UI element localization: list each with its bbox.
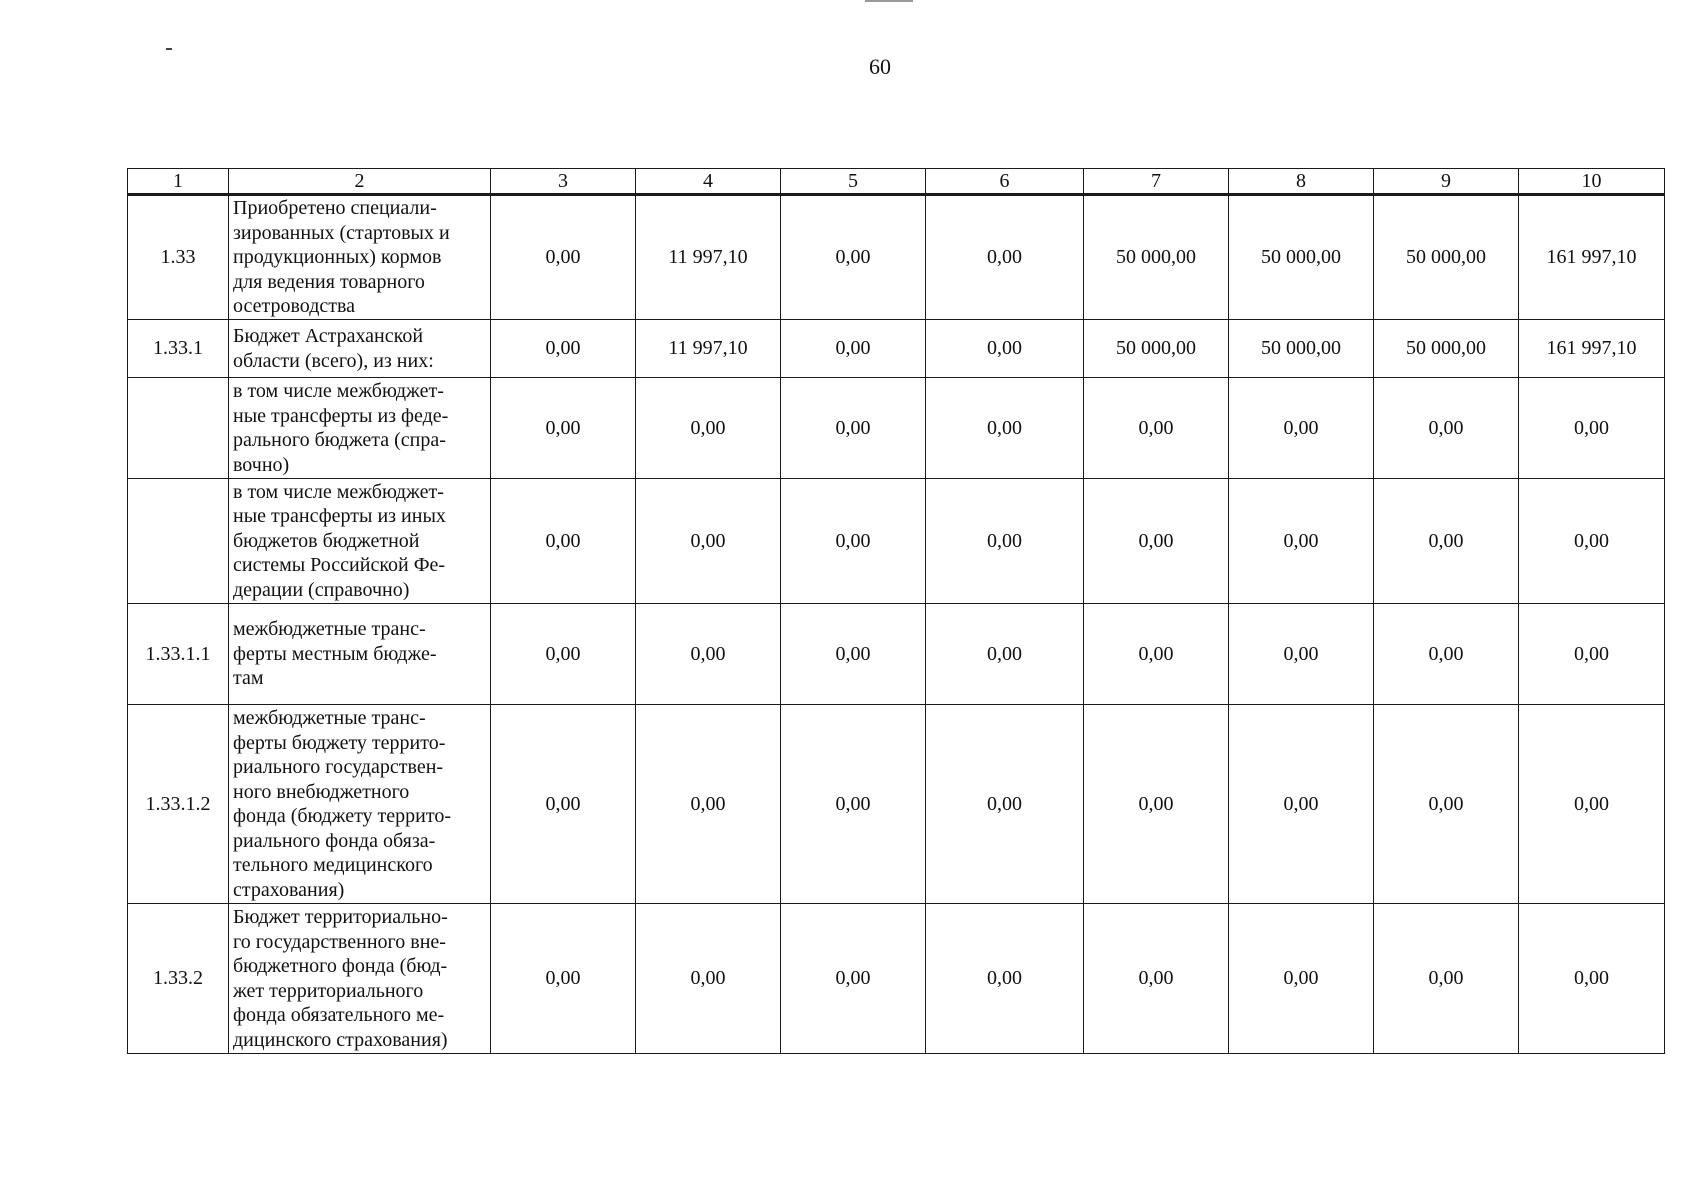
value-col-9: 0,00 xyxy=(1374,479,1519,604)
value-col-8: 0,00 xyxy=(1229,904,1374,1054)
value-col-6: 0,00 xyxy=(926,479,1084,604)
row-description xyxy=(229,705,491,904)
row-description xyxy=(229,195,491,320)
column-header-6: 6 xyxy=(926,169,1084,195)
value-col-3: 0,00 xyxy=(491,479,636,604)
table-row xyxy=(128,904,1665,1054)
description-line: бюджетного фонда (бюд- xyxy=(233,955,448,977)
description-line: вочно) xyxy=(233,453,290,476)
page-number: 60 xyxy=(869,54,891,79)
value-col-4: 0,00 xyxy=(636,479,781,604)
description-line: межбюджетные транс- xyxy=(233,618,426,641)
description-line: риального государствен- xyxy=(233,756,444,778)
description-line: страхования) xyxy=(233,878,345,901)
table-row xyxy=(128,378,1665,479)
value-col-10: 161 997,10 xyxy=(1519,195,1665,320)
description-line: жет территориального xyxy=(233,979,424,1002)
value-col-8: 0,00 xyxy=(1229,378,1374,479)
description-line: области (всего), из них: xyxy=(233,349,434,372)
description-line: рального бюджета (спра- xyxy=(233,429,446,451)
value-col-10: 161 997,10 xyxy=(1519,320,1665,378)
table-row xyxy=(128,195,1665,320)
description-line: межбюджетные транс- xyxy=(233,707,426,729)
value-col-9: 0,00 xyxy=(1374,904,1519,1054)
value-col-3: 0,00 xyxy=(491,320,636,378)
description-line: го государственного вне- xyxy=(233,930,446,953)
description-line: для ведения товарного xyxy=(233,270,425,293)
value-col-7: 0,00 xyxy=(1084,904,1229,1054)
column-header-10: 10 xyxy=(1519,169,1665,195)
value-col-10: 0,00 xyxy=(1519,378,1665,479)
description-line: осетроводства xyxy=(233,295,356,318)
value-col-5: 0,00 xyxy=(781,904,926,1054)
value-col-6: 0,00 xyxy=(926,904,1084,1054)
value-col-10: 0,00 xyxy=(1519,479,1665,604)
description-line: в том числе межбюджет- xyxy=(233,480,444,503)
value-col-3: 0,00 xyxy=(491,378,636,479)
value-col-5: 0,00 xyxy=(781,320,926,378)
value-col-8: 0,00 xyxy=(1229,604,1374,705)
column-header-3: 3 xyxy=(491,169,636,195)
value-col-5: 0,00 xyxy=(781,604,926,705)
table-row xyxy=(128,320,1665,378)
description-line: Бюджет территориально- xyxy=(233,906,448,928)
description-line: зированных (стартовых и xyxy=(233,221,450,244)
description-line: там xyxy=(233,667,264,690)
value-col-8: 0,00 xyxy=(1229,705,1374,904)
value-col-8: 0,00 xyxy=(1229,479,1374,604)
value-col-7: 0,00 xyxy=(1084,705,1229,904)
value-col-6: 0,00 xyxy=(926,320,1084,378)
column-header-1: 1 xyxy=(128,169,229,195)
description-line: Бюджет Астраханской xyxy=(233,325,424,347)
row-code xyxy=(128,378,229,479)
description-line: ные трансферты из феде- xyxy=(233,404,449,427)
description-line: бюджетов бюджетной xyxy=(233,529,420,552)
value-col-3: 0,00 xyxy=(491,705,636,904)
row-description xyxy=(229,479,491,604)
row-description xyxy=(229,378,491,479)
value-col-3: 0,00 xyxy=(491,904,636,1054)
value-col-8: 50 000,00 xyxy=(1229,195,1374,320)
value-col-3: 0,00 xyxy=(491,604,636,705)
scan-speck xyxy=(166,48,172,50)
scan-speck xyxy=(865,0,913,2)
budget-table xyxy=(127,168,1665,1054)
value-col-4: 0,00 xyxy=(636,705,781,904)
value-col-9: 0,00 xyxy=(1374,378,1519,479)
value-col-9: 0,00 xyxy=(1374,604,1519,705)
value-col-6: 0,00 xyxy=(926,604,1084,705)
row-code: 1.33.1.1 xyxy=(128,604,229,705)
value-col-4: 11 997,10 xyxy=(636,320,781,378)
column-header-4: 4 xyxy=(636,169,781,195)
row-code: 1.33.1.2 xyxy=(128,705,229,904)
description-line: фонда обязательного ме- xyxy=(233,1004,445,1026)
value-col-7: 0,00 xyxy=(1084,378,1229,479)
value-col-9: 0,00 xyxy=(1374,705,1519,904)
value-col-4: 0,00 xyxy=(636,604,781,705)
description-line: ферты местным бюдже- xyxy=(233,642,437,665)
description-line: в том числе межбюджет- xyxy=(233,380,444,402)
value-col-9: 50 000,00 xyxy=(1374,320,1519,378)
description-line: риального фонда обяза- xyxy=(233,829,436,852)
value-col-5: 0,00 xyxy=(781,479,926,604)
column-header-5: 5 xyxy=(781,169,926,195)
table-body xyxy=(128,195,1665,1054)
value-col-7: 50 000,00 xyxy=(1084,195,1229,320)
value-col-3: 0,00 xyxy=(491,195,636,320)
description-line: фонда (бюджету террито- xyxy=(233,805,452,827)
value-col-8: 50 000,00 xyxy=(1229,320,1374,378)
description-line: ферты бюджету террито- xyxy=(233,731,446,754)
description-line: системы Российской Фе- xyxy=(233,554,446,577)
value-col-7: 50 000,00 xyxy=(1084,320,1229,378)
value-col-5: 0,00 xyxy=(781,378,926,479)
description-line: дерации (справочно) xyxy=(233,578,410,601)
table-row xyxy=(128,604,1665,705)
value-col-4: 11 997,10 xyxy=(636,195,781,320)
row-code xyxy=(128,479,229,604)
value-col-4: 0,00 xyxy=(636,904,781,1054)
description-line: тельного медицинского xyxy=(233,854,433,876)
column-header-2: 2 xyxy=(229,169,491,195)
row-code: 1.33.1 xyxy=(128,320,229,378)
row-description xyxy=(229,604,491,705)
row-code: 1.33 xyxy=(128,195,229,320)
value-col-6: 0,00 xyxy=(926,195,1084,320)
row-description xyxy=(229,904,491,1054)
value-col-10: 0,00 xyxy=(1519,904,1665,1054)
value-col-4: 0,00 xyxy=(636,378,781,479)
row-code: 1.33.2 xyxy=(128,904,229,1054)
value-col-7: 0,00 xyxy=(1084,604,1229,705)
value-col-6: 0,00 xyxy=(926,378,1084,479)
header-row xyxy=(128,169,1665,195)
column-header-9: 9 xyxy=(1374,169,1519,195)
description-line: Приобретено специали- xyxy=(233,197,437,220)
table-row xyxy=(128,479,1665,604)
description-line: продукционных) кормов xyxy=(233,246,442,269)
value-col-6: 0,00 xyxy=(926,705,1084,904)
description-line: дицинского страхования) xyxy=(233,1028,448,1051)
table-row xyxy=(128,705,1665,904)
column-header-7: 7 xyxy=(1084,169,1229,195)
value-col-5: 0,00 xyxy=(781,705,926,904)
description-line: ные трансферты из иных xyxy=(233,505,446,528)
value-col-10: 0,00 xyxy=(1519,604,1665,705)
description-line: ного внебюджетного xyxy=(233,780,410,803)
row-description xyxy=(229,320,491,378)
value-col-5: 0,00 xyxy=(781,195,926,320)
column-header-8: 8 xyxy=(1229,169,1374,195)
value-col-10: 0,00 xyxy=(1519,705,1665,904)
value-col-7: 0,00 xyxy=(1084,479,1229,604)
value-col-9: 50 000,00 xyxy=(1374,195,1519,320)
